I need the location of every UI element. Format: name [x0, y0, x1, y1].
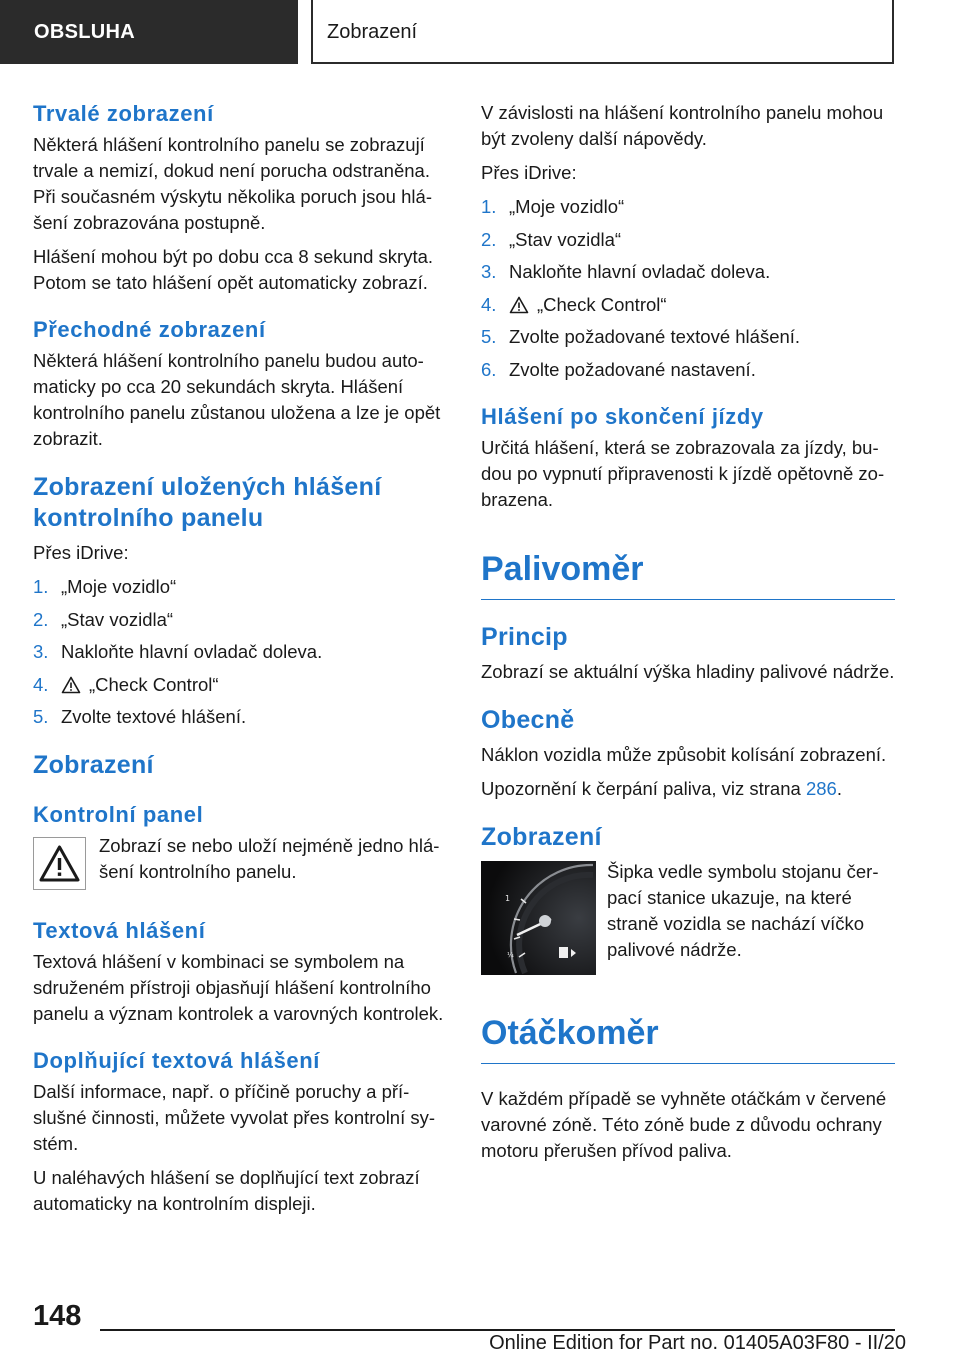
heading-doplnujici: Doplňující textová hlášení	[33, 1048, 320, 1074]
paragraph: Další informace, např. o příčině poruchy a příslušné činnosti, můžete vyvolat přes kontrolní systém.	[33, 1081, 436, 1155]
list-item: 5. Zvolte textové hlášení.	[33, 706, 247, 728]
heading-ulozenych: Zobrazení uložených hlášení kontrolního panelu	[33, 473, 382, 532]
list-item: 1. „Moje vozidlo“	[33, 576, 177, 597]
chapter-tab: Zobrazení	[311, 0, 894, 64]
fuel-gauge-image	[481, 861, 596, 975]
paragraph: Šipka vedle symbolu stojanu čerpací stanice ukazuje, na které straně vozidla se nachází víčko palivové nádrže.	[607, 860, 879, 960]
list-item: 6. Zvolte požadované nastavení.	[481, 358, 756, 380]
heading-zobrazeni: Zobrazení	[33, 751, 154, 780]
paragraph: Některá hlášení kontrolního panelu budou automaticky po cca 20 sekundách skryta. Hlášení kontrolního panelu zůstanou uložena a lze je opět zobrazit.	[33, 350, 441, 449]
paragraph: Určitá hlášení, která se zobrazovala za jízdy, budou po vypnutí připravenosti k jízdě opětovně zobrazena.	[481, 436, 885, 510]
warning-triangle-icon	[61, 676, 81, 694]
heading-zobrazeni-palivo: Zobrazení	[481, 822, 602, 851]
paragraph: V závislosti na hlášení kontrolního panelu mohou být zvoleny další nápovědy.	[481, 102, 884, 149]
paragraph: Některá hlášení kontrolního panelu se zobrazují trvale a nemizí, dokud není porucha odstraněna. Při současném výskytu několika poruch jsou hlášení zobrazována postupně.	[33, 134, 432, 233]
list-item: 4. „Check Control“	[481, 293, 667, 315]
heading-princip: Princip	[481, 622, 568, 651]
paragraph: V každém případě se vyhněte otáčkám v červené varovné zóně. Této zóně bude z důvodu ochrany motoru přerušen přívod paliva.	[481, 1087, 887, 1161]
fuel-gauge-figure	[481, 859, 895, 963]
page-number: 148	[33, 1300, 82, 1332]
paragraph: Přes iDrive:	[33, 542, 129, 563]
list-item: 1. „Moje vozidlo“	[481, 196, 625, 217]
left-column	[33, 100, 449, 1225]
paragraph: Přes iDrive:	[481, 162, 577, 183]
heading-kontrolni-panel: Kontrolní panel	[33, 802, 204, 828]
warning-icon	[33, 837, 86, 890]
right-column	[481, 100, 895, 1172]
list-item: 3. Nakloňte hlavní ovladač doleva.	[481, 261, 771, 283]
footer-divider	[100, 1329, 895, 1331]
footer-edition: Online Edition for Part no. 01405A03F80 - II/20	[489, 1332, 906, 1354]
paragraph: Hlášení mohou být po dobu cca 8 sekund skryta. Potom se tato hlášení opět automaticky zobrazí.	[33, 246, 434, 293]
svg-text:¼: ¼	[507, 950, 514, 959]
heading-textova: Textová hlášení	[33, 918, 206, 944]
list-item: 2. „Stav vozidla“	[481, 228, 622, 250]
heading-otackomer: Otáčkoměr	[481, 1011, 895, 1064]
steps-list-left	[33, 574, 449, 730]
heading-obecne: Obecně	[481, 705, 575, 734]
svg-text:1: 1	[505, 893, 511, 903]
list-item: 2. „Stav vozidla“	[33, 608, 174, 630]
steps-list-right	[481, 194, 895, 383]
warning-triangle-icon	[509, 296, 529, 314]
paragraph: Náklon vozidla může způsobit kolísání zobrazení.	[481, 743, 887, 765]
page-reference-link[interactable]: 286	[805, 777, 837, 799]
heading-po-jizde: Hlášení po skončení jízdy	[481, 403, 764, 429]
heading-trvale: Trvalé zobrazení	[33, 101, 214, 126]
heading-palivomer: Palivoměr	[481, 547, 895, 600]
paragraph: Textová hlášení v kombinaci se symbolem na sdruženém přístroji objasňují hlášení kontrolního panelu a význam kontrolek a varovných kontrolek.	[33, 951, 444, 1025]
heading-prechodne: Přechodné zobrazení	[33, 317, 266, 342]
page-header	[0, 0, 960, 66]
paragraph: U naléhavých hlášení se doplňující text zobrazí automaticky na kontrolním displeji.	[33, 1167, 420, 1215]
paragraph: Zobrazí se aktuální výška hladiny palivové nádrže.	[481, 660, 895, 682]
paragraph: Upozornění k čerpání paliva, viz strana 286.	[481, 777, 842, 799]
list-item: 5. Zvolte požadované textové hlášení.	[481, 326, 801, 348]
warning-text: Zobrazí se nebo uloží nejméně jedno hlášení kontrolního panelu.	[99, 835, 440, 883]
warning-note	[33, 833, 449, 897]
list-item: 4. „Check Control“	[33, 673, 219, 695]
section-tab: OBSLUHA	[0, 0, 298, 64]
list-item: 3. Nakloňte hlavní ovladač doleva.	[33, 641, 323, 663]
